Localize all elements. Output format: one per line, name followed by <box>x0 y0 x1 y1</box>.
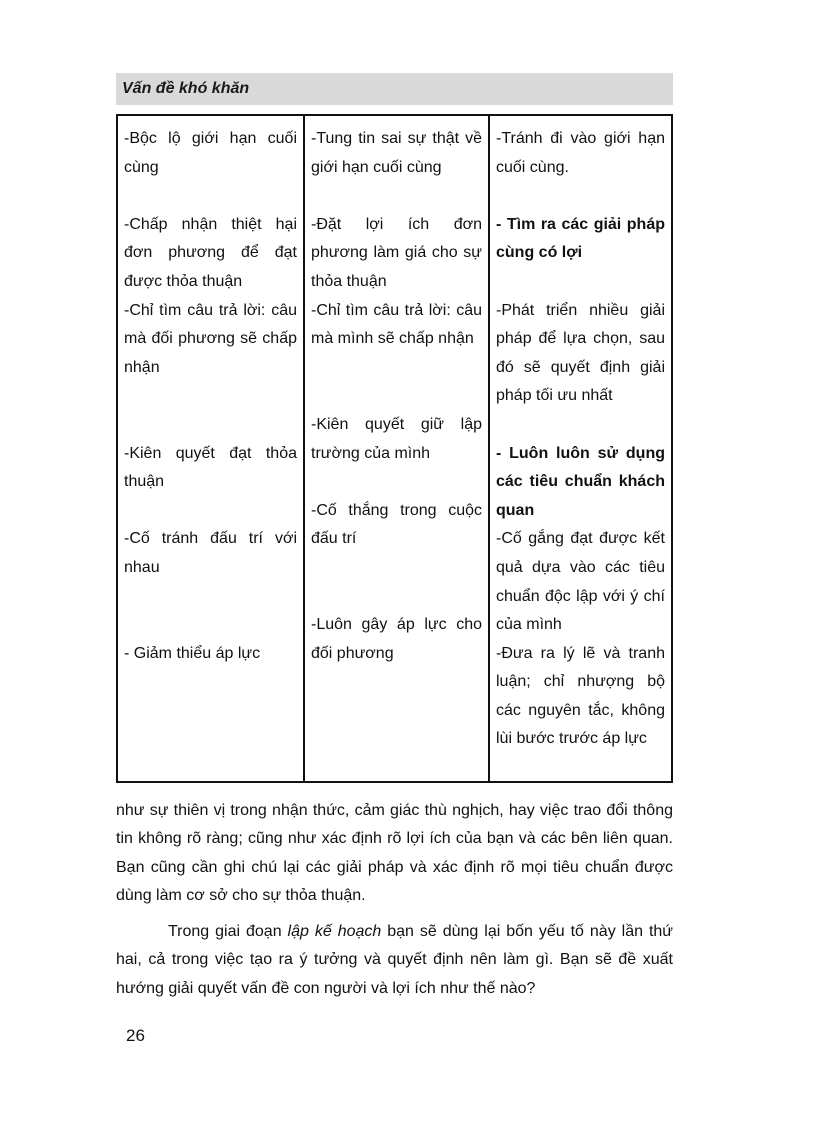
table-cell: - Giảm thiểu áp lực <box>124 644 261 662</box>
table-cell: -Kiên quyết đạt thỏa thuận <box>124 444 297 491</box>
table-cell: -Chỉ tìm câu trả lời: câu mà mình sẽ chấp nhận <box>311 301 482 348</box>
section-header <box>116 73 673 105</box>
table-cell: -Phát triển nhiều giải pháp để lựa chọn, sau đó sẽ quyết định giải pháp tối ưu nhất <box>496 301 665 405</box>
table-cell: -Cố gắng đạt được kết quả dựa vào các tiêu chuẩn độc lập với ý chí của mình <box>496 530 665 634</box>
table-cell: -Cố thắng trong cuộc đấu trí <box>311 501 482 548</box>
paragraph-text: bạn sẽ dùng lại bốn yếu tố này lần thứ hai, cả trong việc tạo ra ý tưởng và quyết định nên làm gì. Bạn sẽ đề xuất hướng giải quyết vấn đề con người và lợi ích như thế nào? <box>116 923 674 997</box>
table-cell: -Chỉ tìm câu trả lời: câu mà đối phương sẽ chấp nhận <box>124 301 297 376</box>
table-cell: -Luôn gây áp lực cho đối phương <box>311 616 482 662</box>
paragraph-text: Trong giai đoạn <box>168 923 288 940</box>
table-cell: -Bộc lộ giới hạn cuối cùng <box>124 130 297 176</box>
table-cell-emphasis: - Luôn luôn sử dụng các tiêu chuẩn khách quan <box>496 444 665 519</box>
emphasized-term: lập kế hoạch <box>287 923 382 940</box>
table-cell: -Đưa ra lý lẽ và tranh luận; chỉ nhượng bộ các nguyên tắc, không lùi bước trước áp lực <box>496 644 665 748</box>
page-number: 26 <box>126 1026 145 1045</box>
table-cell-emphasis: - Tìm ra các giải pháp cùng có lợi <box>496 215 665 262</box>
table-cell: -Chấp nhận thiệt hại đơn phương để đạt được thỏa thuận <box>124 215 297 290</box>
table-cell: -Cố tránh đấu trí với nhau <box>124 530 297 576</box>
table-column-3 <box>488 116 671 781</box>
table-cell: -Tránh đi vào giới hạn cuối cùng. <box>496 130 665 176</box>
table-column-2 <box>303 116 488 781</box>
table-cell: -Kiên quyết giữ lập trường của mình <box>311 415 482 462</box>
comparison-table <box>116 114 673 783</box>
table-cell: -Đặt lợi ích đơn phương làm giá cho sự thỏa thuận <box>311 215 482 290</box>
table-cell: -Tung tin sai sự thật về giới hạn cuối cùng <box>311 130 482 176</box>
section-title: Vấn đề khó khăn <box>122 80 250 97</box>
body-paragraph <box>116 918 673 1003</box>
table-column-1 <box>118 116 303 781</box>
body-paragraph: như sự thiên vị trong nhận thức, cảm giác thù nghịch, hay việc trao đổi thông tin không rõ ràng; cũng như xác định rõ lợi ích của bạn và các bên liên quan. Bạn cũng cần ghi chú lại các giải pháp và xác định rõ mọi tiêu chuẩn được dùng làm cơ sở cho sự thỏa thuận. <box>116 802 673 905</box>
